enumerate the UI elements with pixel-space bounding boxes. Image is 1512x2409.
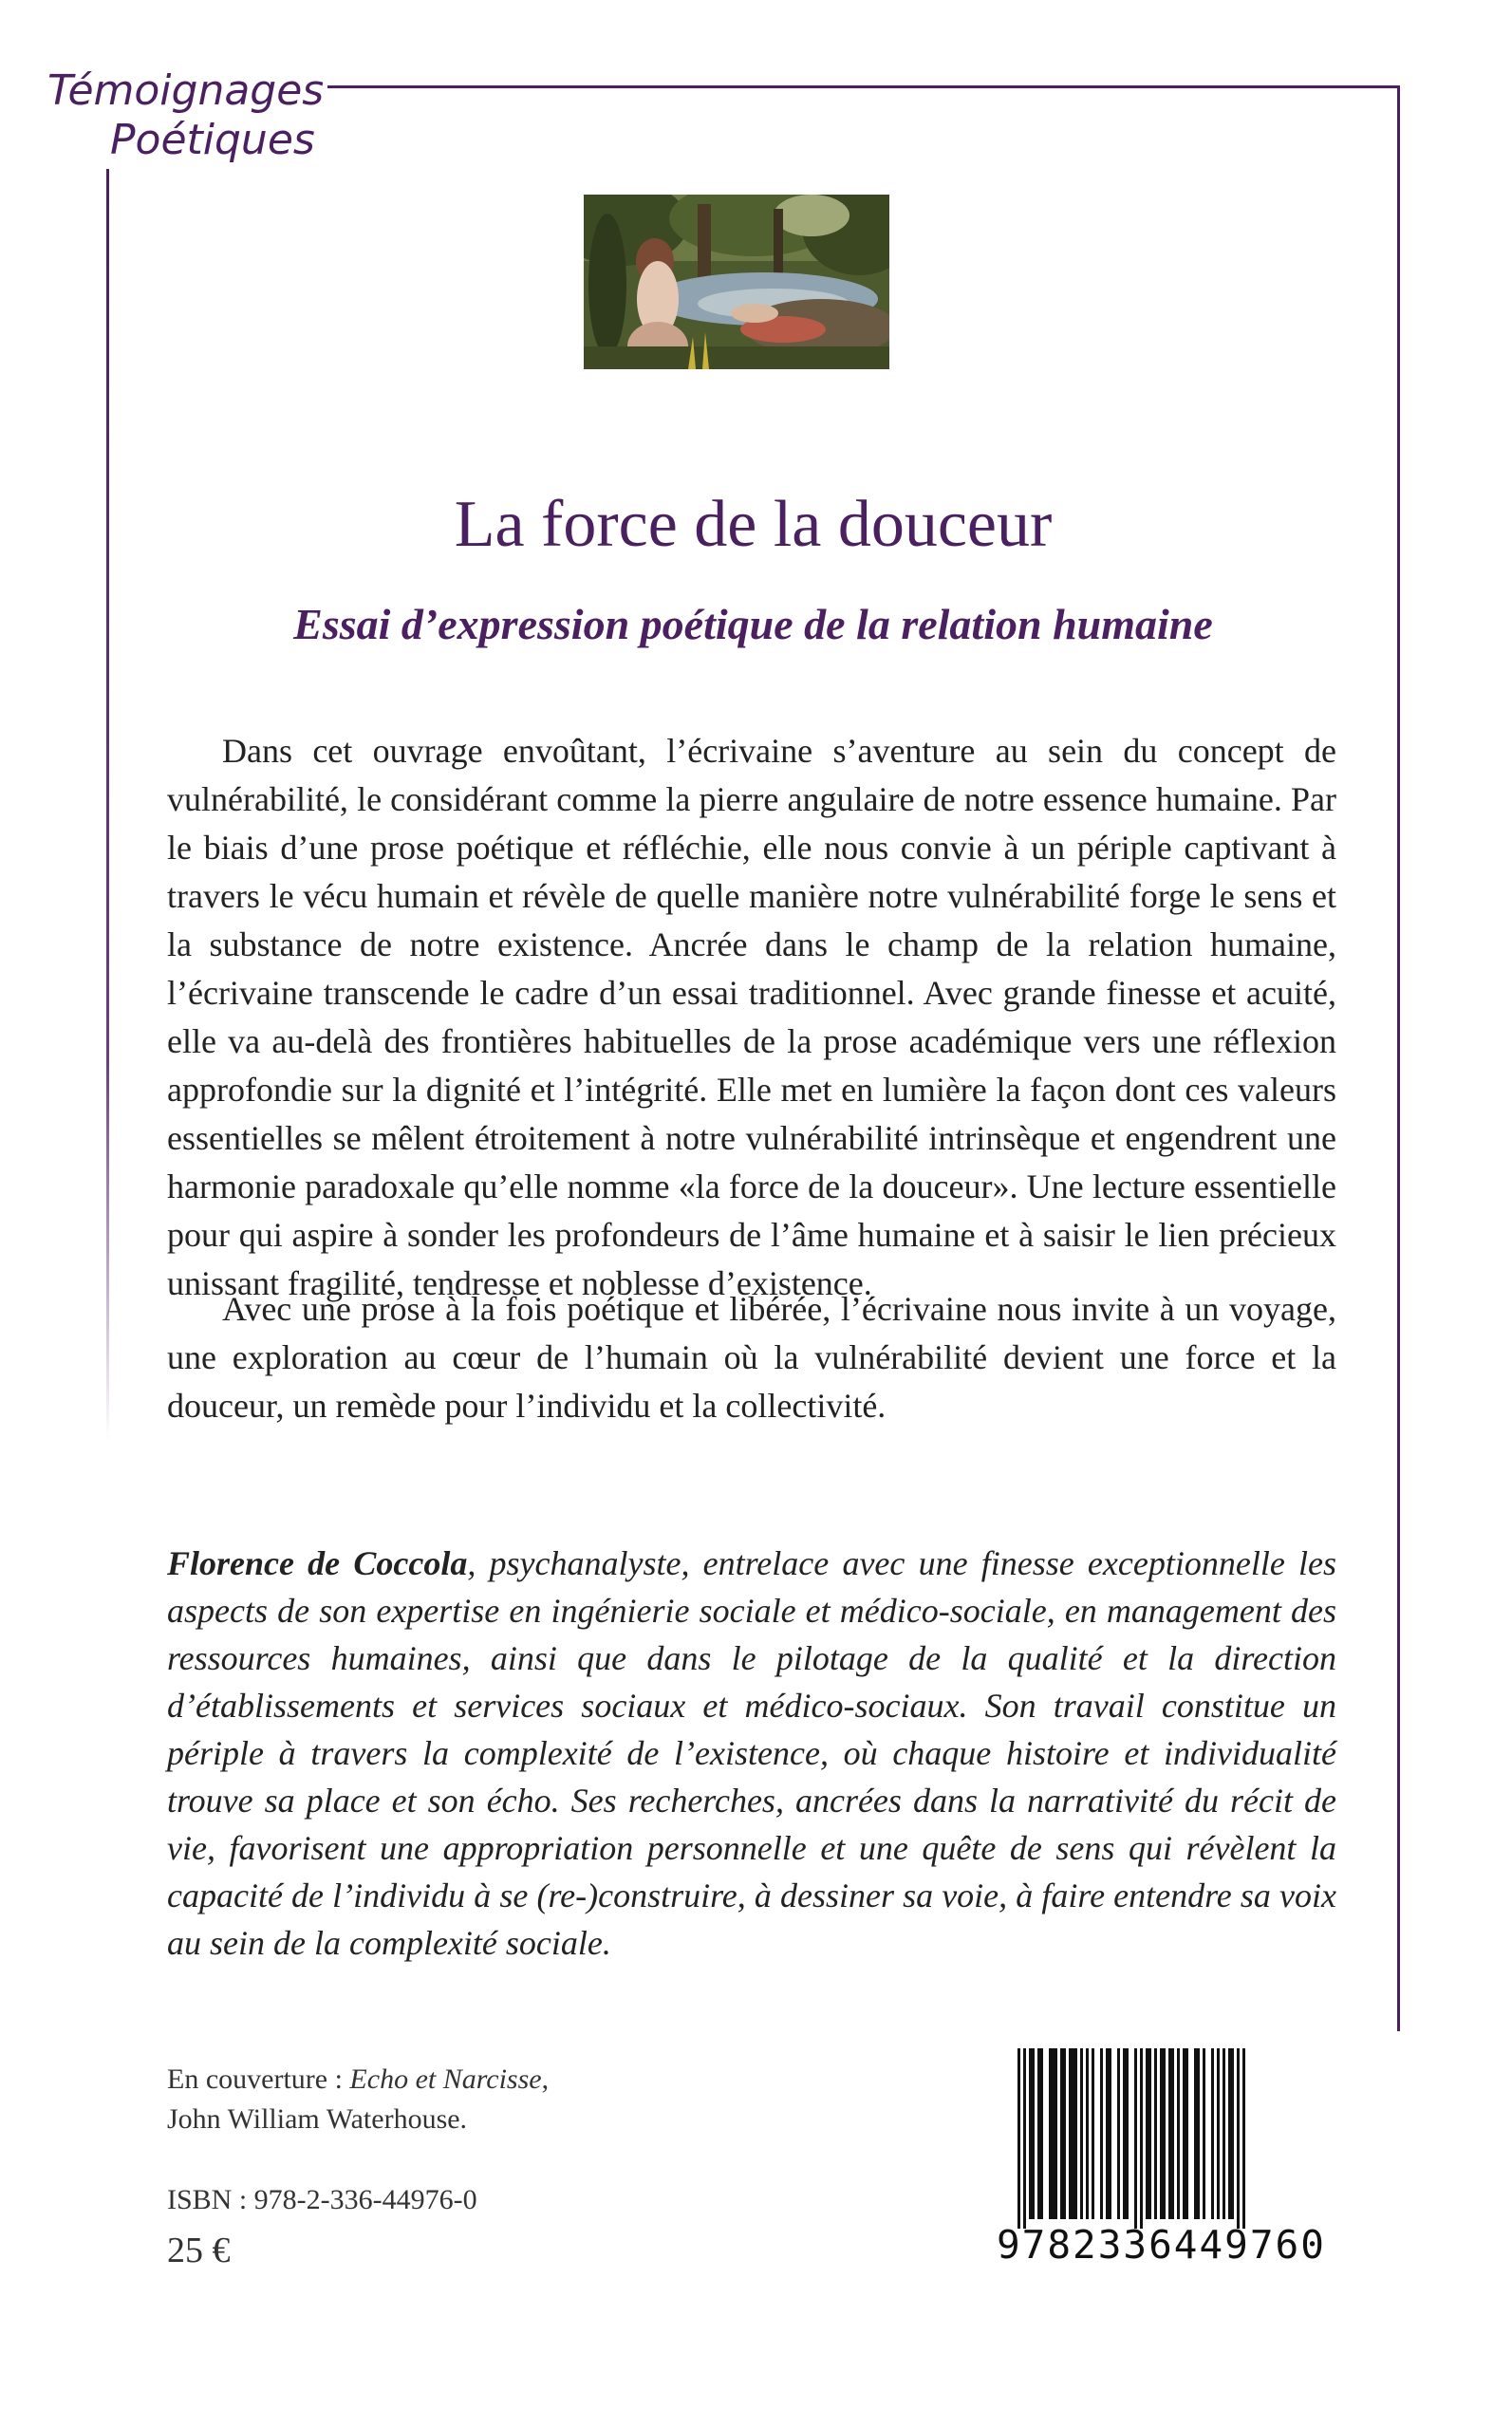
barcode-number: 9782336449760 [997,2222,1326,2268]
book-title: La force de la douceur [454,488,1053,561]
barcode-bar [1154,2048,1157,2219]
barcode-bar [1140,2048,1143,2229]
barcode-bar [1037,2048,1043,2219]
barcode-bar [1117,2048,1120,2219]
cover-credit-prefix: En couverture : [167,2064,350,2095]
frame-left-rule [106,169,109,1441]
barcode-bar [1049,2048,1057,2219]
author-bio [167,1540,1336,1967]
barcode-bar [1160,2048,1166,2219]
barcode-bar [1134,2048,1137,2229]
price-text: 25 € [167,2231,231,2270]
frame-right-rule [1397,85,1400,2031]
book-subtitle: Essai d’expression poétique de la relation humaine [293,600,1213,648]
barcode-bar [1092,2048,1094,2219]
barcode-bar [1203,2048,1205,2219]
barcode-bar [1023,2048,1026,2229]
collection-label-line2: Poétiques [110,116,315,164]
barcode-bar [1106,2048,1111,2219]
cover-credit-artist: John William Waterhouse. [167,2103,468,2135]
barcode-bar [1223,2048,1225,2219]
barcode-bar [1217,2048,1220,2219]
author-bio-text: , psychanalyste, entrelace avec une finesse exceptionnelle les aspects de son expertise en ingénierie sociale et médico-sociale, en management des ressources humaines, ainsi que dans le pilotage de la qualité et la direction d’établissements et services sociaux et médico-sociaux. Son travail constitue un périple à travers la complexité de l’existence, où chaque histoire et individualité trouve sa place et son écho. Ses recherches, ancrées dans la narrativité du récit de vie, favorisent une appropriation personnelle et une quête de sens qui révèlent la capacité de l’individu à se (re-)construire, à dessiner sa voie, à faire entendre sa voix au sein de la complexité sociale. [167,1544,1336,1962]
barcode-bar [1029,2048,1035,2219]
cover-painting-thumbnail [584,195,889,369]
frame-top-rule [327,85,1400,88]
barcode-bar [1123,2048,1129,2219]
barcode-bar [1168,2048,1174,2219]
cover-credit [167,2060,549,2139]
barcode-bar [1069,2048,1077,2219]
barcode-bar [1242,2048,1245,2229]
author-name: Florence de Coccola [167,1544,468,1582]
collection-label-line1: Témoignages [47,66,325,115]
barcode-bar [1080,2048,1083,2219]
painting-image [584,195,889,369]
barcode-bar [1194,2048,1200,2219]
isbn-text: ISBN : 978-2-336-44976-0 [167,2184,477,2215]
barcode-bar [1177,2048,1180,2219]
barcode-bar [1237,2048,1240,2229]
cover-credit-separator: , [541,2064,550,2095]
barcode-bar [1183,2048,1188,2219]
summary-paragraph-1: Dans cet ouvrage envoûtant, l’écrivaine s’aventure au sein du concept de vulnérabilité, le considérant comme la pierre angulaire de notre essence humaine. Par le biais d’une prose poétique et réfléchie, elle nous convie à un périple captivant à travers le vécu humain et révèle de quelle manière notre vulnérabilité forge le sens et la substance de notre existence. Ancrée dans le champ de la relation humaine, l’écrivaine transcende le cadre d’un essai traditionnel. Avec grande finesse et acuité, elle va au-delà des frontières habituelles de la prose académique vers une réflexion approfondie sur la dignité et l’intégrité. Elle met en lumière la façon dont ces valeurs essentielles se mêlent étroitement à notre vulnérabilité intrinsèque et engendrent une harmonie paradoxale qu’elle nomme «la force de la douceur». Une lecture essentielle pour qui aspire à sonder les profondeurs de l’âme humaine et à saisir le lien précieux unissant fragilité, tendresse et noblesse d’existence. [167,732,1336,1302]
barcode-bar [1100,2048,1103,2219]
summary-paragraph-2: Avec une prose à la fois poétique et libérée, l’écrivaine nous invite à un voyage, une exploration au cœur de l’humain où la vulnérabilité devient une force et la douceur, un remède pour l’individu et la collectivité. [167,1290,1336,1425]
barcode-bar [1211,2048,1214,2219]
barcode-bar [1086,2048,1089,2219]
barcode-bar [1228,2048,1234,2219]
barcode-bar [1017,2048,1020,2229]
collection-label [47,66,325,165]
barcode-bar [1146,2048,1151,2219]
cover-credit-work: Echo et Narcisse [349,2064,542,2095]
cover-credit-line1 [167,2060,549,2100]
barcode-bar [1060,2048,1066,2219]
